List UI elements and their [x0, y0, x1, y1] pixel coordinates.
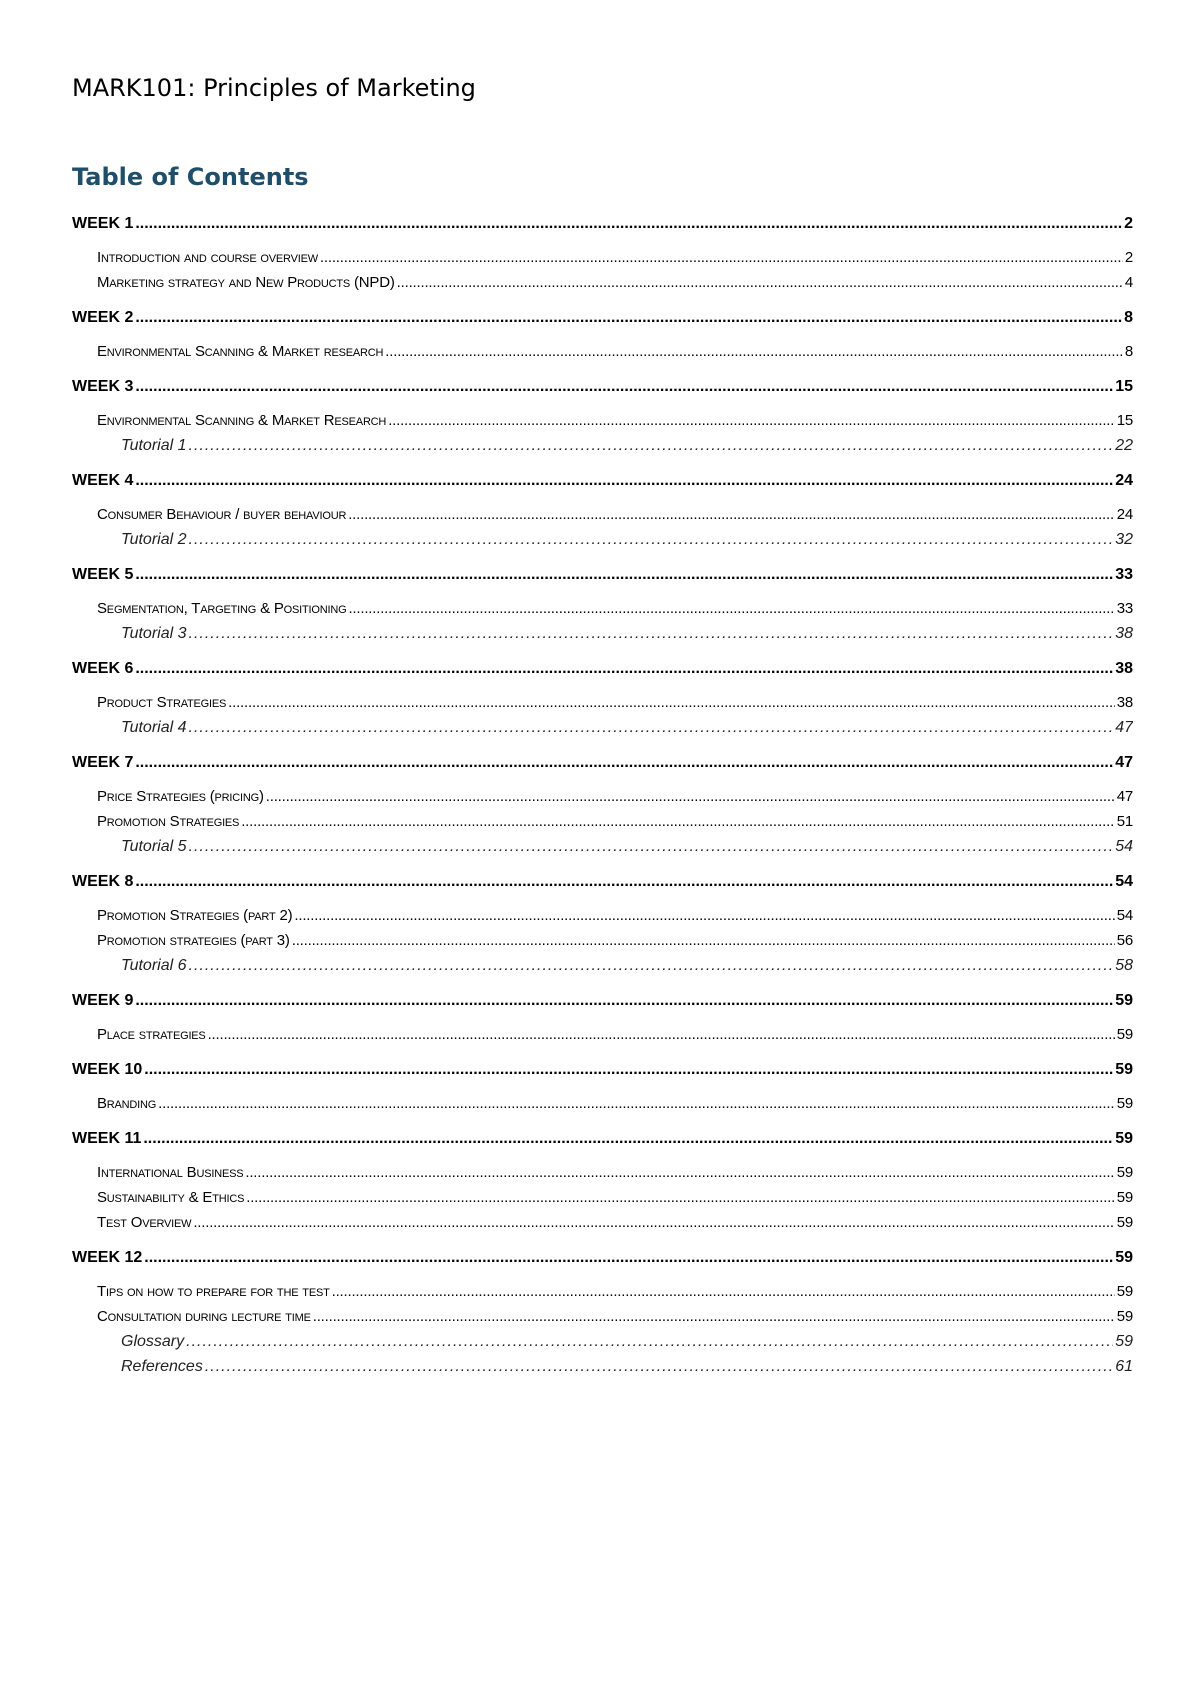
- toc-page-number: 59: [1115, 992, 1133, 1009]
- toc-entry-title: Segmentation, Targeting & Positioning: [97, 600, 347, 617]
- toc-dot-leader: [320, 245, 1123, 270]
- toc-page-number: 59: [1116, 1026, 1133, 1043]
- toc-entry-title: Environmental Scanning & Market Research: [97, 412, 387, 429]
- toc-week-entry[interactable]: [72, 987, 1133, 1015]
- toc-section-entry[interactable]: [72, 245, 1133, 270]
- toc-subsection-entry[interactable]: [72, 621, 1133, 646]
- toc-entry-title: WEEK 1: [72, 215, 134, 232]
- toc-entry-title: International Business: [97, 1164, 244, 1181]
- toc-entry-title: WEEK 10: [72, 1061, 143, 1078]
- toc-entry-title: Tutorial 1: [121, 437, 187, 454]
- toc-dot-leader: [189, 715, 1114, 740]
- toc-section-entry[interactable]: [72, 903, 1133, 928]
- toc-section-entry[interactable]: [72, 809, 1133, 834]
- toc-dot-leader: [144, 1056, 1113, 1084]
- toc-dot-leader: [135, 749, 1113, 777]
- toc-page-number: 38: [1115, 660, 1133, 677]
- toc-section-entry[interactable]: [72, 339, 1133, 364]
- toc-entry-title: Sustainability & Ethics: [97, 1189, 245, 1206]
- toc-dot-leader: [189, 953, 1114, 978]
- toc-page-number: 33: [1116, 600, 1133, 617]
- toc-dot-leader: [135, 868, 1113, 896]
- toc-entry-title: WEEK 4: [72, 472, 134, 489]
- toc-page-number: 38: [1116, 694, 1133, 711]
- toc-week-entry[interactable]: [72, 467, 1133, 495]
- toc-entry-title: Test Overview: [97, 1214, 192, 1231]
- toc-entry-title: Promotion Strategies (part 2): [97, 907, 293, 924]
- toc-page-number: 32: [1115, 531, 1133, 548]
- toc-section-entry[interactable]: [72, 1210, 1133, 1235]
- toc-heading: Table of Contents: [72, 163, 309, 191]
- toc-page-number: 15: [1115, 378, 1133, 395]
- toc-page-number: 2: [1124, 215, 1133, 232]
- toc-dot-leader: [143, 1125, 1113, 1153]
- toc-page-number: 8: [1124, 343, 1133, 360]
- toc-entry-title: Tutorial 5: [121, 838, 187, 855]
- toc-entry-title: Glossary: [121, 1333, 185, 1350]
- toc-entry-title: Tutorial 4: [121, 719, 187, 736]
- toc-dot-leader: [246, 1185, 1114, 1210]
- toc-entry-title: WEEK 11: [72, 1130, 142, 1147]
- toc-entry-title: Consultation during lecture time: [97, 1308, 311, 1325]
- toc-entry-title: WEEK 9: [72, 992, 134, 1009]
- toc-week-entry[interactable]: [72, 749, 1133, 777]
- toc-entry-title: WEEK 3: [72, 378, 134, 395]
- toc-entry-title: Place strategies: [97, 1026, 206, 1043]
- toc-dot-leader: [189, 621, 1114, 646]
- toc-page-number: 47: [1115, 719, 1133, 736]
- toc-dot-leader: [292, 928, 1115, 953]
- toc-dot-leader: [158, 1091, 1115, 1116]
- toc-entry-title: WEEK 12: [72, 1249, 143, 1266]
- toc-subsection-entry[interactable]: [72, 1354, 1133, 1379]
- toc-page-number: 2: [1124, 249, 1133, 266]
- toc-section-entry[interactable]: [72, 1160, 1133, 1185]
- toc-dot-leader: [332, 1279, 1115, 1304]
- toc-page-number: 4: [1124, 274, 1133, 291]
- table-of-contents: [72, 210, 1133, 1379]
- toc-subsection-entry[interactable]: [72, 527, 1133, 552]
- toc-page-number: 47: [1115, 754, 1133, 771]
- toc-section-entry[interactable]: [72, 1185, 1133, 1210]
- toc-section-entry[interactable]: [72, 1022, 1133, 1047]
- toc-page-number: 22: [1115, 437, 1133, 454]
- toc-dot-leader: [313, 1304, 1115, 1329]
- toc-entry-title: Tutorial 3: [121, 625, 187, 642]
- toc-week-entry[interactable]: [72, 868, 1133, 896]
- toc-dot-leader: [266, 784, 1115, 809]
- toc-dot-leader: [385, 339, 1123, 364]
- toc-entry-title: WEEK 7: [72, 754, 134, 771]
- toc-entry-title: Consumer Behaviour / buyer behaviour: [97, 506, 347, 523]
- toc-subsection-entry[interactable]: [72, 715, 1133, 740]
- toc-dot-leader: [189, 433, 1114, 458]
- toc-entry-title: Tutorial 6: [121, 957, 187, 974]
- toc-page-number: 59: [1116, 1095, 1133, 1112]
- toc-section-entry[interactable]: [72, 596, 1133, 621]
- toc-dot-leader: [208, 1022, 1115, 1047]
- toc-week-entry[interactable]: [72, 210, 1133, 238]
- toc-page-number: 59: [1115, 1333, 1133, 1350]
- toc-section-entry[interactable]: [72, 1091, 1133, 1116]
- toc-entry-title: Introduction and course overview: [97, 249, 318, 266]
- toc-entry-title: Promotion Strategies: [97, 813, 240, 830]
- toc-week-entry[interactable]: [72, 1244, 1133, 1272]
- toc-section-entry[interactable]: [72, 1279, 1133, 1304]
- toc-week-entry[interactable]: [72, 373, 1133, 401]
- toc-entry-title: Branding: [97, 1095, 157, 1112]
- toc-dot-leader: [241, 809, 1115, 834]
- toc-page-number: 58: [1115, 957, 1133, 974]
- toc-section-entry[interactable]: [72, 270, 1133, 295]
- toc-page-number: 38: [1115, 625, 1133, 642]
- toc-entry-title: References: [121, 1358, 203, 1375]
- toc-dot-leader: [228, 690, 1115, 715]
- toc-page-number: 59: [1116, 1189, 1133, 1206]
- toc-dot-leader: [205, 1354, 1113, 1379]
- toc-section-entry[interactable]: [72, 928, 1133, 953]
- toc-page-number: 54: [1115, 873, 1133, 890]
- toc-dot-leader: [348, 596, 1114, 621]
- toc-page-number: 24: [1115, 472, 1133, 489]
- toc-entry-title: WEEK 5: [72, 566, 134, 583]
- toc-dot-leader: [135, 304, 1122, 332]
- toc-page-number: 59: [1116, 1308, 1133, 1325]
- toc-week-entry[interactable]: [72, 655, 1133, 683]
- toc-section-entry[interactable]: [72, 784, 1133, 809]
- toc-subsection-entry[interactable]: [72, 1329, 1133, 1354]
- toc-entry-title: WEEK 6: [72, 660, 134, 677]
- toc-dot-leader: [189, 834, 1114, 859]
- toc-entry-title: Product Strategies: [97, 694, 227, 711]
- toc-page-number: 59: [1115, 1061, 1133, 1078]
- toc-dot-leader: [294, 903, 1114, 928]
- toc-week-entry[interactable]: [72, 561, 1133, 589]
- toc-dot-leader: [135, 210, 1122, 238]
- toc-entry-title: Marketing strategy and New Products (NPD): [97, 274, 395, 291]
- toc-page-number: 24: [1116, 506, 1133, 523]
- toc-subsection-entry[interactable]: [72, 433, 1133, 458]
- toc-dot-leader: [135, 373, 1113, 401]
- toc-page-number: 59: [1116, 1164, 1133, 1181]
- toc-section-entry[interactable]: [72, 502, 1133, 527]
- toc-subsection-entry[interactable]: [72, 953, 1133, 978]
- toc-page-number: 59: [1116, 1283, 1133, 1300]
- toc-section-entry[interactable]: [72, 690, 1133, 715]
- toc-dot-leader: [135, 987, 1113, 1015]
- toc-entry-title: Environmental Scanning & Market research: [97, 343, 384, 360]
- toc-page-number: 59: [1116, 1214, 1133, 1231]
- toc-page-number: 59: [1115, 1130, 1133, 1147]
- toc-dot-leader: [388, 408, 1115, 433]
- toc-dot-leader: [186, 1329, 1113, 1354]
- toc-entry-title: Tips on how to prepare for the test: [97, 1283, 330, 1300]
- toc-page-number: 59: [1115, 1249, 1133, 1266]
- toc-page-number: 8: [1124, 309, 1133, 326]
- toc-page-number: 15: [1116, 412, 1133, 429]
- document-title: MARK101: Principles of Marketing: [72, 74, 476, 102]
- toc-entry-title: Price Strategies (pricing): [97, 788, 264, 805]
- toc-week-entry[interactable]: [72, 1125, 1133, 1153]
- toc-dot-leader: [189, 527, 1114, 552]
- toc-entry-title: Promotion strategies (part 3): [97, 932, 290, 949]
- toc-entry-title: WEEK 8: [72, 873, 134, 890]
- toc-page-number: 47: [1116, 788, 1133, 805]
- toc-week-entry[interactable]: [72, 1056, 1133, 1084]
- toc-page-number: 51: [1116, 813, 1133, 830]
- toc-dot-leader: [193, 1210, 1114, 1235]
- toc-page-number: 61: [1115, 1358, 1133, 1375]
- toc-dot-leader: [135, 561, 1113, 589]
- toc-subsection-entry[interactable]: [72, 834, 1133, 859]
- toc-page-number: 54: [1115, 838, 1133, 855]
- toc-dot-leader: [397, 270, 1123, 295]
- toc-page-number: 56: [1116, 932, 1133, 949]
- toc-page-number: 54: [1116, 907, 1133, 924]
- toc-dot-leader: [348, 502, 1114, 527]
- toc-entry-title: Tutorial 2: [121, 531, 187, 548]
- toc-dot-leader: [144, 1244, 1113, 1272]
- toc-dot-leader: [245, 1160, 1114, 1185]
- toc-dot-leader: [135, 467, 1113, 495]
- toc-section-entry[interactable]: [72, 1304, 1133, 1329]
- toc-dot-leader: [135, 655, 1113, 683]
- toc-week-entry[interactable]: [72, 304, 1133, 332]
- toc-section-entry[interactable]: [72, 408, 1133, 433]
- toc-entry-title: WEEK 2: [72, 309, 134, 326]
- toc-page-number: 33: [1115, 566, 1133, 583]
